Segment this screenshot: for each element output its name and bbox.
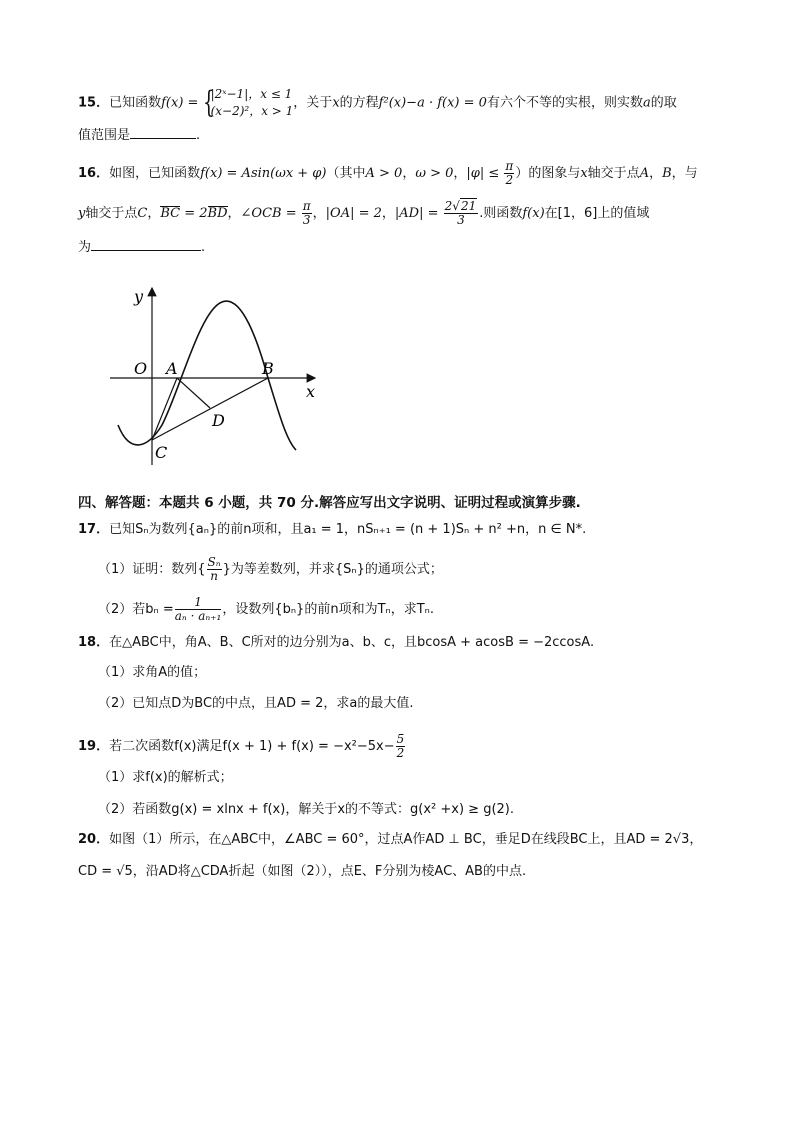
sn-over-n: $\frac{\text{Sₙ}}{n}$ (207, 555, 221, 583)
q15-piecewise: { |2ˣ−1|，x ≤ 1 (x−2)²，x > 1 (202, 85, 294, 120)
q18-part2: （2）已知点D为BC的中点，且AD = 2，求a的最大值. (98, 696, 414, 711)
pi-over-2: $\frac{\pi}{2}$ (505, 159, 514, 187)
q16-number: 16． (78, 166, 110, 181)
segment-ad (177, 378, 210, 408)
sine-graph-figure (100, 280, 340, 470)
label-y: y (134, 287, 144, 306)
q20-line2: CD = √5，沿AD将△CDA折起（如图（2）），点E、F分别为棱AC、AB的中点. (78, 864, 527, 879)
q15-line1: 15．已知函数f(x) = { |2ˣ−1|，x ≤ 1 (x−2)²，x > 1 ，关于x的方程f²(x)−a · f(x) = 0有六个不等的实根，则实数a的取 (78, 85, 677, 120)
label-d: D (212, 411, 225, 430)
vector-bd: BD (207, 206, 228, 221)
label-o: O (134, 359, 148, 378)
q16-line3: 为 . (78, 236, 205, 258)
segment-ca (152, 378, 177, 440)
q16-line1: 16．如图，已知函数f(x) = Asin(ωx + φ)（其中A > 0，ω > 0，|φ| ≤ $\frac{\pi}{2}$ ）的图象与x轴交于点A，B，与 (78, 159, 698, 187)
q15-number: 15． (78, 95, 110, 111)
brace-icon: { (202, 85, 215, 120)
q17-part2: （2）若bₙ = $\frac{1}{\text{aₙ · aₙ₊₁}}$ ，设数列{bₙ}的前n项和为Tₙ，求Tₙ. (98, 595, 434, 623)
q17-part1: （1）证明：数列{ $\frac{\text{Sₙ}}{n}$ }为等差数列，并求{Sₙ}的通项公式； (98, 555, 443, 583)
q16-line2: y轴交于点C，BC = 2BD，∠OCB = $\frac{\pi}{3}$ ，|OA| = 2，|AD| = $\frac{2√21}{3}$ .则函数f(x)在[1，6]上的值域 (78, 199, 650, 227)
label-a: A (166, 359, 178, 378)
q17-line1: 17．已知Sₙ为数列{aₙ}的前n项和，且a₁ = 1，nSₙ₊₁ = (n + 1)Sₙ + n² +n，n ∈ N*. (78, 522, 587, 537)
q20-line1: 20．如图（1）所示，在△ABC中，∠ABC = 60°，过点A作AD ⊥ BC，垂足D在线段BC上，且AD = 2√3， (78, 832, 703, 847)
q15-line2: 值范围是 . (78, 124, 200, 146)
label-b: B (262, 359, 274, 378)
label-c: C (155, 443, 168, 462)
vector-bc: BC (160, 206, 181, 221)
ad-value-fraction: $\frac{2√21}{3}$ (444, 199, 477, 227)
q19-part2: （2）若函数g(x) = xlnx + f(x)，解关于x的不等式：g(x² +x) ≥ g(2). (98, 802, 514, 817)
q19-line1: 19．若二次函数f(x)满足f(x + 1) + f(x) = −x²−5x− $\frac{5}{2}$ (78, 732, 405, 760)
q18-part1: （1）求角A的值； (98, 665, 207, 680)
q18-line1: 18．在△ABC中，角A、B、C所对的边分别为a、b、c，且bcosA + acosB = −2ccosA. (78, 635, 595, 650)
pi-over-3: $\frac{\pi}{3}$ (302, 199, 311, 227)
answer-blank[interactable] (130, 124, 196, 139)
label-x: x (306, 382, 316, 401)
answer-blank[interactable] (91, 236, 201, 251)
q19-part1: （1）求f(x)的解析式； (98, 770, 233, 785)
section-heading: 四、解答题：本题共 6 小题，共 70 分.解答应写出文字说明、证明过程或演算步骤. (78, 495, 581, 511)
five-halves: $\frac{5}{2}$ (396, 732, 405, 760)
bn-fraction: $\frac{1}{\text{aₙ · aₙ₊₁}}$ (174, 595, 222, 623)
